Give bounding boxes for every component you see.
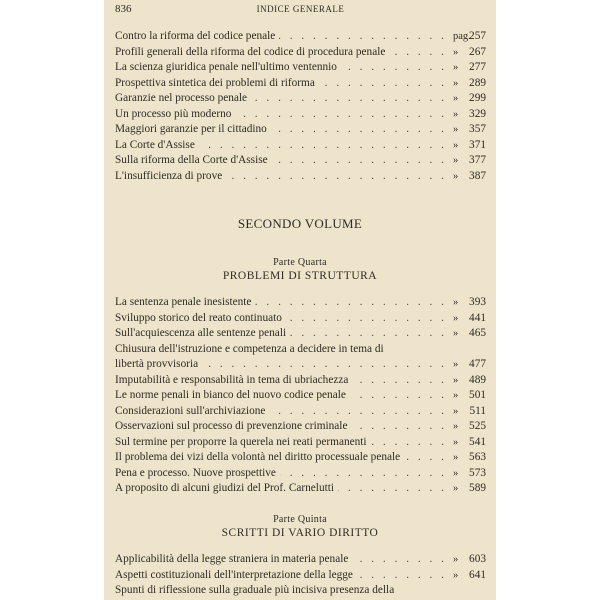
toc-entry-page-number: 603 — [469, 553, 486, 565]
toc-entry — [115, 60, 486, 76]
toc-entry-title: La sentenza penale inesistente — [115, 295, 255, 311]
toc-entry-page-number: 387 — [469, 169, 486, 182]
toc-entry — [115, 357, 486, 373]
toc-entry — [115, 326, 486, 342]
toc-entry-title: Chiusura dell'istruzione e competenza a decidere in tema di — [115, 342, 388, 358]
toc-entry-title: Osservazioni sul processo di prevenzione criminale — [115, 419, 351, 435]
toc-entry-title: Maggiori garanzie per il cittadino — [115, 122, 271, 138]
toc-entry-page-number: 441 — [469, 311, 486, 324]
toc-entry-pag-marker: » — [453, 170, 459, 182]
toc-entry — [115, 373, 486, 389]
toc-entry-title: A proposito di alcuni giudizi del Prof. Carnelutti — [115, 481, 338, 497]
part-4-title: PROBLEMI DI STRUTTURA — [222, 270, 378, 282]
toc-entry-title: Sviluppo storico del reato continuato — [115, 311, 286, 327]
toc-entry-pag-marker: » — [453, 452, 459, 463]
part-5-title: SCRITTI DI VARIO DIRITTO — [221, 527, 379, 539]
toc-entry-pag-marker: » — [453, 297, 459, 308]
toc-entry-title: Sul termine per proporre la querela nei reati permanenti — [115, 435, 371, 451]
toc-entry-page-number: 541 — [469, 435, 486, 448]
toc-entry-page-number: 329 — [469, 107, 486, 120]
toc-entry-page-number: 511 — [469, 404, 486, 417]
toc-entry-page-number: 299 — [469, 92, 486, 104]
toc-entry — [115, 107, 486, 123]
toc-entry-title: Considerazioni sull'archiviazione — [115, 404, 269, 420]
toc-entry-page-number: 257 — [469, 30, 486, 42]
toc-entry-pag-marker: » — [453, 108, 459, 120]
toc-entry — [115, 419, 486, 435]
toc-part-4 — [115, 295, 486, 497]
toc-entry-pag-marker: » — [453, 390, 459, 401]
toc-entry-title: Prospettiva sintetica dei problemi di riforma — [115, 76, 319, 92]
toc-entry-pag-marker: » — [453, 77, 459, 89]
toc-entry-title: Imputabilità e responsabilità in tema di ubriachezza — [115, 373, 352, 389]
toc-entry-page-number: 277 — [469, 61, 486, 73]
toc-entry — [115, 450, 486, 466]
toc-entry-title: Sulla riforma della Corte d'Assise — [115, 153, 272, 169]
toc-entry — [115, 169, 486, 185]
page-header — [115, 3, 486, 17]
toc-entry — [115, 568, 486, 584]
toc-entry-page-number: 377 — [469, 154, 486, 166]
toc-entry-title: Spunti di riflessione sulla graduale più incisiva presenza della — [115, 583, 398, 599]
toc-entry — [115, 138, 486, 154]
toc-entry — [115, 552, 486, 568]
toc-entry-pag-marker: » — [453, 483, 459, 494]
toc-entry — [115, 76, 486, 92]
toc-entry-pag-marker: pag. — [453, 31, 471, 42]
toc-entry-pag-marker: » — [453, 124, 459, 135]
toc-entry-pag-marker: » — [453, 405, 459, 417]
toc-entry — [115, 388, 486, 404]
toc-entry-title: La scienza giuridica penale nell'ultimo ventennio — [115, 60, 341, 76]
toc-entry — [115, 153, 486, 169]
toc-entry-page-number: 573 — [469, 466, 486, 479]
running-title: INDICE GENERALE — [256, 4, 345, 14]
toc-entry-pag-marker: » — [453, 46, 459, 58]
toc-entry-page-number: 501 — [469, 389, 486, 401]
toc-entry-title: Sull'acquiescenza alle sentenze penali — [115, 326, 290, 342]
toc-entry-pag-marker: » — [453, 374, 459, 386]
toc-entry-pag-marker: » — [453, 421, 459, 432]
toc-entry-title: Applicabilità della legge straniera in materia penale — [115, 552, 352, 568]
toc-entry — [115, 29, 486, 45]
toc-entry-title: La Corte d'Assise — [115, 138, 199, 154]
toc-entry — [115, 91, 486, 107]
toc-entry-page-number: 525 — [469, 420, 486, 432]
toc-entry — [115, 342, 486, 358]
toc-entry-title: Garanzie nel processo penale — [115, 91, 251, 107]
toc-entry — [115, 404, 486, 420]
toc-entry-pag-marker: » — [453, 569, 459, 581]
toc-entry — [115, 311, 486, 327]
toc-entry — [115, 481, 486, 497]
toc-entry — [115, 435, 486, 451]
toc-entry-pag-marker: » — [453, 359, 459, 370]
toc-entry-pag-marker: » — [453, 328, 459, 339]
toc-entry-page-number: 563 — [469, 451, 486, 463]
toc-entry-page-number: 477 — [469, 358, 486, 370]
part-4-label: Parte Quarta — [273, 257, 327, 268]
toc-entry-title: Profili generali della riforma del codice di procedura penale — [115, 45, 389, 61]
toc-entry-page-number: 393 — [469, 296, 486, 308]
toc-entry-pag-marker: » — [453, 554, 459, 565]
toc-entry-page-number: 371 — [469, 138, 486, 151]
toc-entry-title: Le norme penali in bianco del nuovo codice penale — [115, 388, 350, 404]
toc-entry-page-number: 641 — [469, 568, 486, 581]
toc-entry-pag-marker: » — [453, 93, 459, 104]
page-number: 836 — [115, 3, 132, 15]
toc-entry — [115, 295, 486, 311]
toc-entry-title: Contro la riforma del codice penale — [115, 29, 279, 45]
toc-entry-title: Aspetti costituzionali dell'interpretazione della legge — [115, 568, 357, 584]
toc-entry-page-number: 267 — [469, 45, 486, 58]
toc-entry-page-number: 465 — [469, 327, 486, 339]
toc-entry-pag-marker: » — [453, 62, 459, 73]
toc-entry-pag-marker: » — [453, 467, 459, 479]
toc-section-1 — [115, 29, 486, 184]
toc-entry-title: libertà provvisoria — [115, 357, 202, 373]
toc-entry-title: Un processo più moderno — [115, 107, 235, 123]
toc-entry-pag-marker: » — [453, 139, 459, 151]
toc-entry — [115, 583, 486, 599]
toc-entry-pag-marker: » — [453, 155, 459, 166]
part-5-label: Parte Quinta — [273, 514, 327, 525]
toc-entry-title: L'insufficienza di prove — [115, 169, 226, 185]
toc-part-5 — [115, 552, 486, 599]
toc-entry-page-number: 289 — [469, 76, 486, 89]
toc-entry — [115, 122, 486, 138]
toc-entry — [115, 45, 486, 61]
toc-entry-page-number: 357 — [469, 123, 486, 135]
toc-entry-title: Il problema dei vizi della volontà nel diritto processuale penale — [115, 450, 404, 466]
toc-entry-pag-marker: » — [453, 436, 459, 448]
toc-entry-page-number: 589 — [469, 482, 486, 494]
toc-entry-pag-marker: » — [453, 312, 459, 324]
toc-entry-page-number: 489 — [469, 373, 486, 386]
book-page — [104, 0, 496, 600]
toc-entry — [115, 466, 486, 482]
toc-entry-title: Pena e processo. Nuove prospettive — [115, 466, 280, 482]
volume-title: SECONDO VOLUME — [237, 216, 363, 231]
